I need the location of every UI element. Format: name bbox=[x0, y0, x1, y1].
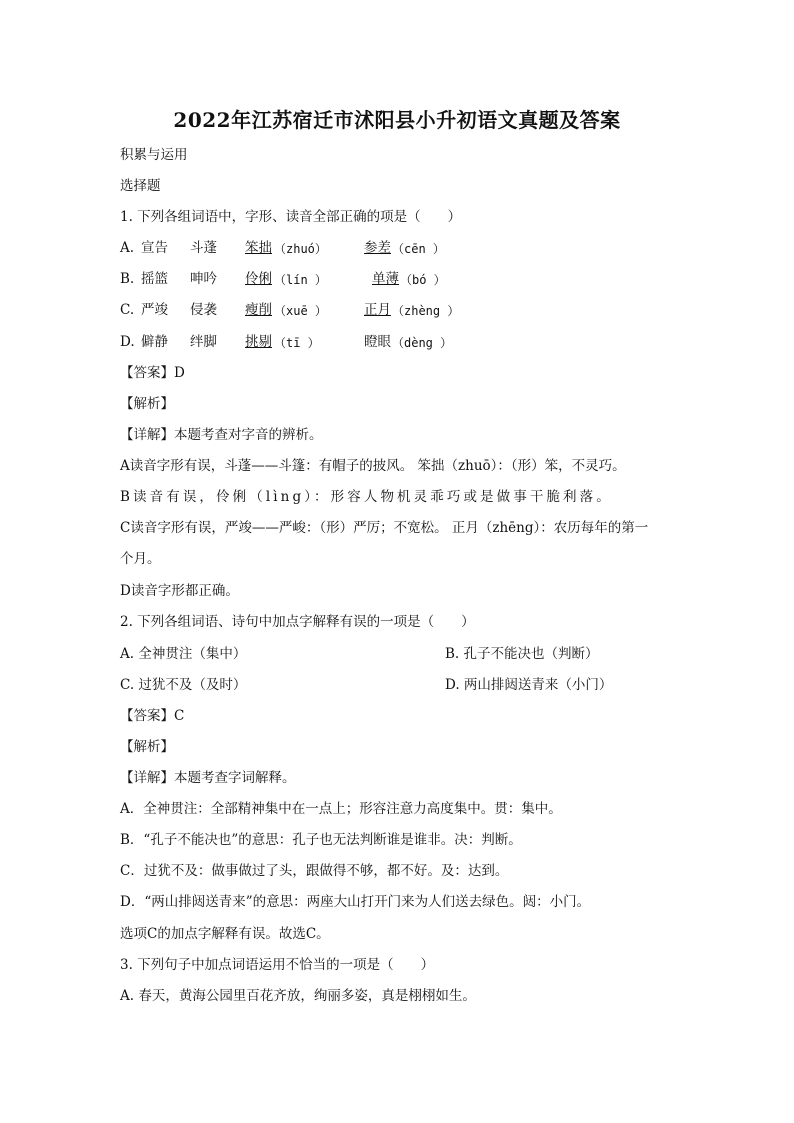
word-2: 侵袭 bbox=[190, 302, 217, 318]
q1-explanation-c: C读音字形有误，严竣——严峻：（形）严厉；不宽松。 正月（zhēng）：农历每年的第一 bbox=[120, 520, 649, 536]
question-2-stem: 2. 下列各组词语、诗句中加点字解释有误的一项是（ ） bbox=[120, 614, 475, 630]
word-1: 严竣 bbox=[141, 302, 168, 318]
question-1-stem: 1. 下列各组词语中，字形、读音全部正确的项是（ ） bbox=[120, 209, 462, 225]
word-2: 呻吟 bbox=[190, 271, 217, 287]
pinyin-3: （lín ） bbox=[274, 273, 327, 287]
word-2: 斗蓬 bbox=[190, 240, 217, 256]
word-3: 挑剔 bbox=[245, 334, 272, 350]
pinyin-4: （zhèng ） bbox=[392, 304, 460, 318]
q2-option-a: A. 全神贯注（集中） bbox=[120, 646, 247, 662]
pinyin-3: （tī ） bbox=[274, 336, 320, 350]
q2-conclusion: 选项C的加点字解释有误。故选C。 bbox=[120, 926, 330, 942]
word-4: 单薄 bbox=[372, 271, 399, 287]
pinyin-3: （zhuó） bbox=[274, 242, 327, 256]
word-1: 宣告 bbox=[141, 240, 168, 256]
word-3: 笨拙 bbox=[245, 240, 272, 256]
option-label: D. bbox=[120, 334, 135, 350]
q2-analysis-heading: 【解析】 bbox=[120, 739, 174, 755]
word-3: 瘦削 bbox=[245, 302, 272, 318]
q2-detail: 【详解】本题考查字词解释。 bbox=[120, 770, 296, 786]
q1-explanation-a: A读音字形有误，斗蓬——斗篷：有帽子的披风。 笨拙（zhuō）：（形）笨，不灵巧。 bbox=[120, 458, 626, 474]
pinyin-4: （dèng ） bbox=[392, 336, 453, 350]
document-title: 2022年江苏宿迁市沭阳县小升初语文真题及答案 bbox=[173, 108, 621, 132]
q2-option-b: B. 孔子不能决也（判断） bbox=[445, 646, 599, 662]
q1-answer: 【答案】D bbox=[120, 365, 185, 381]
word-1: 摇篮 bbox=[141, 271, 168, 287]
pinyin-3: （xuē ） bbox=[274, 304, 327, 318]
q1-explanation-b: B读音有误，伶俐（lìng）：形容人物机灵乖巧或是做事干脆利落。 bbox=[120, 489, 613, 505]
pinyin-4: （cēn ） bbox=[392, 242, 445, 256]
q2-option-d: D. 两山排闼送青来（小门） bbox=[445, 677, 613, 693]
q2-explanation-d: D．“两山排闼送青来”的意思：两座大山打开门来为人们送去绿色。闼：小门。 bbox=[120, 894, 591, 910]
option-label: B. bbox=[120, 271, 135, 287]
q1-analysis-heading: 【解析】 bbox=[120, 396, 174, 412]
q2-explanation-b: B．“孔子不能决也”的意思：孔子也无法判断谁是谁非。决：判断。 bbox=[120, 832, 522, 848]
option-label: A. bbox=[120, 240, 135, 256]
section-heading: 积累与运用 bbox=[120, 147, 188, 163]
word-4: 正月 bbox=[364, 302, 391, 318]
word-2: 绊脚 bbox=[190, 334, 217, 350]
word-3: 伶俐 bbox=[245, 271, 272, 287]
word-4: 瞪眼 bbox=[364, 334, 391, 350]
question-3-stem: 3. 下列句子中加点词语运用不恰当的一项是（ ） bbox=[120, 957, 435, 973]
q1-detail: 【详解】本题考查对字音的辨析。 bbox=[120, 427, 323, 443]
q2-answer: 【答案】C bbox=[120, 708, 185, 724]
q2-option-c: C. 过犹不及（及时） bbox=[120, 677, 247, 693]
q2-explanation-c: C．过犹不及：做事做过了头，跟做得不够，都不好。及：达到。 bbox=[120, 863, 509, 879]
pinyin-4: （bó ） bbox=[400, 273, 446, 287]
section-subheading: 选择题 bbox=[120, 178, 161, 194]
q3-option-a: A. 春天，黄海公园里百花齐放，绚丽多姿，真是栩栩如生。 bbox=[120, 988, 476, 1004]
q2-explanation-a: A．全神贯注：全部精神集中在一点上；形容注意力高度集中。贯：集中。 bbox=[120, 801, 562, 817]
word-4: 参差 bbox=[364, 240, 391, 256]
q1-explanation-c-cont: 个月。 bbox=[120, 551, 161, 567]
word-1: 僻静 bbox=[141, 334, 168, 350]
q1-explanation-d: D读音字形都正确。 bbox=[120, 583, 239, 599]
option-label: C. bbox=[120, 302, 135, 318]
